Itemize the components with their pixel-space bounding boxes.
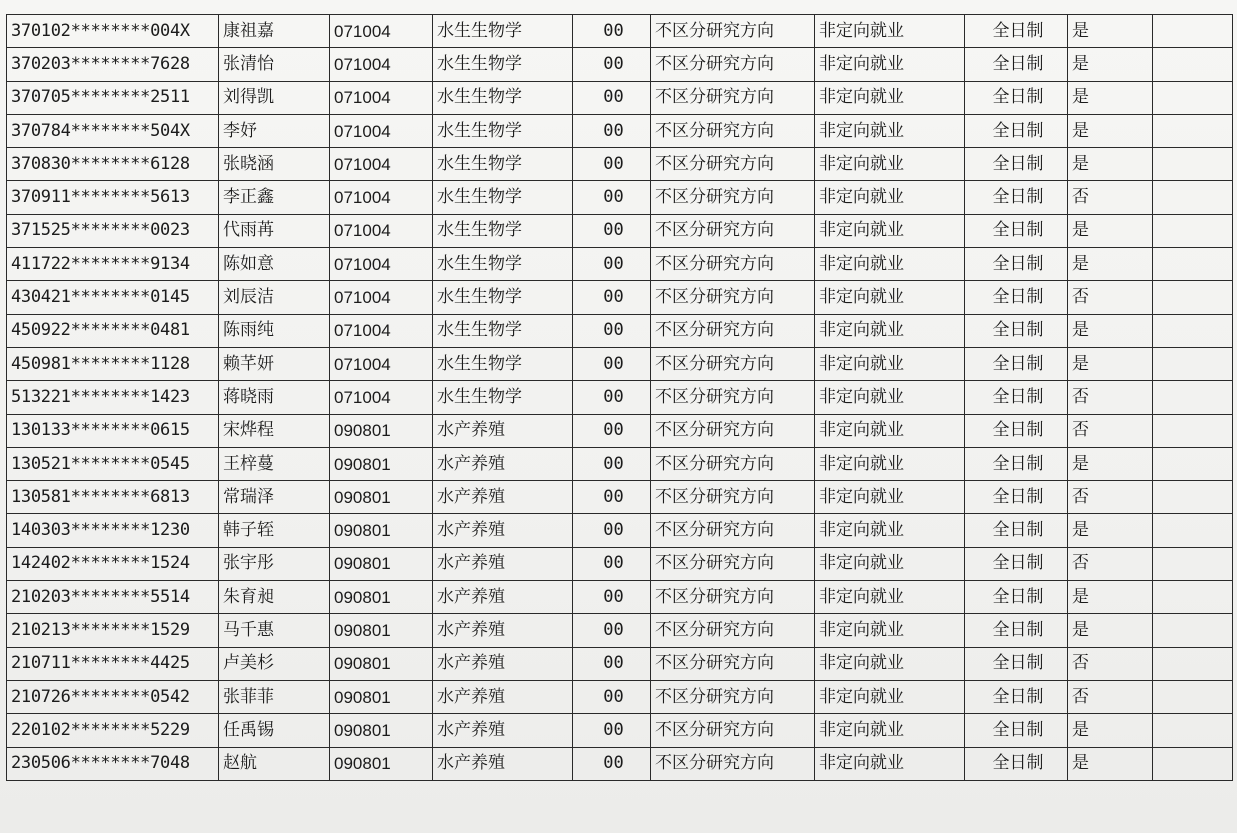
employment-type-cell: 非定向就业	[815, 148, 965, 181]
major-code-cell: 071004	[330, 148, 433, 181]
id-number-cell: 371525********0023	[7, 214, 219, 247]
major-code-cell: 090801	[330, 481, 433, 514]
major-name-cell: 水生生物学	[433, 214, 573, 247]
employment-type-cell: 非定向就业	[815, 81, 965, 114]
study-mode-cell: 全日制	[965, 481, 1068, 514]
employment-type-cell: 非定向就业	[815, 347, 965, 380]
major-name-cell: 水生生物学	[433, 48, 573, 81]
id-number-cell: 210726********0542	[7, 680, 219, 713]
employment-type-cell: 非定向就业	[815, 481, 965, 514]
major-code-cell: 090801	[330, 447, 433, 480]
major-name-cell: 水产养殖	[433, 481, 573, 514]
id-number-cell: 210711********4425	[7, 647, 219, 680]
id-number-cell: 513221********1423	[7, 381, 219, 414]
yes-no-cell: 是	[1068, 314, 1153, 347]
table-row	[7, 114, 1233, 147]
major-name-cell: 水产养殖	[433, 547, 573, 580]
direction-code-cell: 00	[573, 281, 651, 314]
employment-type-cell: 非定向就业	[815, 614, 965, 647]
name-cell: 赵航	[219, 747, 330, 780]
major-code-cell: 090801	[330, 714, 433, 747]
yes-no-cell: 否	[1068, 181, 1153, 214]
employment-type-cell: 非定向就业	[815, 414, 965, 447]
research-direction-cell: 不区分研究方向	[651, 547, 815, 580]
major-name-cell: 水产养殖	[433, 647, 573, 680]
yes-no-cell: 是	[1068, 15, 1153, 48]
yes-no-cell: 是	[1068, 581, 1153, 614]
study-mode-cell: 全日制	[965, 680, 1068, 713]
research-direction-cell: 不区分研究方向	[651, 747, 815, 780]
empty-cell	[1153, 181, 1233, 214]
name-cell: 代雨苒	[219, 214, 330, 247]
study-mode-cell: 全日制	[965, 714, 1068, 747]
id-number-cell: 230506********7048	[7, 747, 219, 780]
direction-code-cell: 00	[573, 15, 651, 48]
name-cell: 张菲菲	[219, 680, 330, 713]
study-mode-cell: 全日制	[965, 447, 1068, 480]
id-number-cell: 140303********1230	[7, 514, 219, 547]
study-mode-cell: 全日制	[965, 347, 1068, 380]
id-number-cell: 450922********0481	[7, 314, 219, 347]
yes-no-cell: 是	[1068, 248, 1153, 281]
yes-no-cell: 否	[1068, 281, 1153, 314]
table-row	[7, 48, 1233, 81]
name-cell: 刘得凯	[219, 81, 330, 114]
empty-cell	[1153, 314, 1233, 347]
research-direction-cell: 不区分研究方向	[651, 381, 815, 414]
id-number-cell: 130133********0615	[7, 414, 219, 447]
study-mode-cell: 全日制	[965, 148, 1068, 181]
employment-type-cell: 非定向就业	[815, 381, 965, 414]
employment-type-cell: 非定向就业	[815, 581, 965, 614]
direction-code-cell: 00	[573, 414, 651, 447]
empty-cell	[1153, 347, 1233, 380]
major-name-cell: 水产养殖	[433, 447, 573, 480]
major-code-cell: 071004	[330, 314, 433, 347]
research-direction-cell: 不区分研究方向	[651, 647, 815, 680]
direction-code-cell: 00	[573, 314, 651, 347]
name-cell: 马千惠	[219, 614, 330, 647]
yes-no-cell: 否	[1068, 414, 1153, 447]
employment-type-cell: 非定向就业	[815, 314, 965, 347]
study-mode-cell: 全日制	[965, 614, 1068, 647]
table-row	[7, 381, 1233, 414]
major-name-cell: 水产养殖	[433, 714, 573, 747]
yes-no-cell: 是	[1068, 447, 1153, 480]
research-direction-cell: 不区分研究方向	[651, 614, 815, 647]
yes-no-cell: 是	[1068, 114, 1153, 147]
empty-cell	[1153, 381, 1233, 414]
employment-type-cell: 非定向就业	[815, 15, 965, 48]
major-code-cell: 090801	[330, 680, 433, 713]
research-direction-cell: 不区分研究方向	[651, 347, 815, 380]
study-mode-cell: 全日制	[965, 747, 1068, 780]
table-row	[7, 15, 1233, 48]
name-cell: 张清怡	[219, 48, 330, 81]
table-body	[7, 15, 1233, 781]
name-cell: 张晓涵	[219, 148, 330, 181]
major-name-cell: 水产养殖	[433, 581, 573, 614]
study-mode-cell: 全日制	[965, 381, 1068, 414]
major-code-cell: 090801	[330, 514, 433, 547]
study-mode-cell: 全日制	[965, 114, 1068, 147]
major-code-cell: 090801	[330, 614, 433, 647]
direction-code-cell: 00	[573, 447, 651, 480]
yes-no-cell: 是	[1068, 514, 1153, 547]
major-name-cell: 水生生物学	[433, 15, 573, 48]
name-cell: 朱育昶	[219, 581, 330, 614]
research-direction-cell: 不区分研究方向	[651, 414, 815, 447]
research-direction-cell: 不区分研究方向	[651, 481, 815, 514]
yes-no-cell: 否	[1068, 547, 1153, 580]
table-row	[7, 214, 1233, 247]
id-number-cell: 370102********004X	[7, 15, 219, 48]
id-number-cell: 142402********1524	[7, 547, 219, 580]
major-code-cell: 071004	[330, 281, 433, 314]
name-cell: 卢美杉	[219, 647, 330, 680]
yes-no-cell: 是	[1068, 714, 1153, 747]
employment-type-cell: 非定向就业	[815, 281, 965, 314]
major-name-cell: 水生生物学	[433, 281, 573, 314]
study-mode-cell: 全日制	[965, 281, 1068, 314]
name-cell: 陈雨纯	[219, 314, 330, 347]
yes-no-cell: 是	[1068, 347, 1153, 380]
yes-no-cell: 是	[1068, 81, 1153, 114]
yes-no-cell: 否	[1068, 481, 1153, 514]
name-cell: 陈如意	[219, 248, 330, 281]
table-row	[7, 481, 1233, 514]
empty-cell	[1153, 481, 1233, 514]
name-cell: 蒋晓雨	[219, 381, 330, 414]
research-direction-cell: 不区分研究方向	[651, 314, 815, 347]
empty-cell	[1153, 447, 1233, 480]
major-code-cell: 071004	[330, 214, 433, 247]
research-direction-cell: 不区分研究方向	[651, 514, 815, 547]
name-cell: 刘辰洁	[219, 281, 330, 314]
table-row	[7, 714, 1233, 747]
id-number-cell: 130581********6813	[7, 481, 219, 514]
research-direction-cell: 不区分研究方向	[651, 680, 815, 713]
major-code-cell: 071004	[330, 248, 433, 281]
major-code-cell: 090801	[330, 581, 433, 614]
id-number-cell: 130521********0545	[7, 447, 219, 480]
id-number-cell: 370784********504X	[7, 114, 219, 147]
yes-no-cell: 是	[1068, 747, 1153, 780]
name-cell: 康祖嘉	[219, 15, 330, 48]
study-mode-cell: 全日制	[965, 414, 1068, 447]
id-number-cell: 370830********6128	[7, 148, 219, 181]
id-number-cell: 370203********7628	[7, 48, 219, 81]
yes-no-cell: 是	[1068, 614, 1153, 647]
direction-code-cell: 00	[573, 547, 651, 580]
study-mode-cell: 全日制	[965, 181, 1068, 214]
major-name-cell: 水生生物学	[433, 248, 573, 281]
research-direction-cell: 不区分研究方向	[651, 15, 815, 48]
table-row	[7, 181, 1233, 214]
major-code-cell: 071004	[330, 381, 433, 414]
name-cell: 任禹锡	[219, 714, 330, 747]
major-code-cell: 090801	[330, 547, 433, 580]
major-name-cell: 水生生物学	[433, 347, 573, 380]
direction-code-cell: 00	[573, 148, 651, 181]
employment-type-cell: 非定向就业	[815, 547, 965, 580]
study-mode-cell: 全日制	[965, 547, 1068, 580]
research-direction-cell: 不区分研究方向	[651, 248, 815, 281]
empty-cell	[1153, 614, 1233, 647]
direction-code-cell: 00	[573, 381, 651, 414]
employment-type-cell: 非定向就业	[815, 747, 965, 780]
direction-code-cell: 00	[573, 214, 651, 247]
empty-cell	[1153, 647, 1233, 680]
yes-no-cell: 是	[1068, 214, 1153, 247]
empty-cell	[1153, 114, 1233, 147]
id-number-cell: 370705********2511	[7, 81, 219, 114]
table-row	[7, 547, 1233, 580]
employment-type-cell: 非定向就业	[815, 248, 965, 281]
direction-code-cell: 00	[573, 48, 651, 81]
empty-cell	[1153, 248, 1233, 281]
direction-code-cell: 00	[573, 81, 651, 114]
name-cell: 赖芊妍	[219, 347, 330, 380]
research-direction-cell: 不区分研究方向	[651, 214, 815, 247]
name-cell: 王梓蔓	[219, 447, 330, 480]
yes-no-cell: 是	[1068, 48, 1153, 81]
table-row	[7, 614, 1233, 647]
empty-cell	[1153, 547, 1233, 580]
empty-cell	[1153, 680, 1233, 713]
major-code-cell: 071004	[330, 15, 433, 48]
employment-type-cell: 非定向就业	[815, 680, 965, 713]
employment-type-cell: 非定向就业	[815, 114, 965, 147]
research-direction-cell: 不区分研究方向	[651, 714, 815, 747]
empty-cell	[1153, 514, 1233, 547]
study-mode-cell: 全日制	[965, 581, 1068, 614]
admission-list-table	[6, 14, 1233, 781]
major-code-cell: 071004	[330, 81, 433, 114]
research-direction-cell: 不区分研究方向	[651, 581, 815, 614]
study-mode-cell: 全日制	[965, 81, 1068, 114]
table-row	[7, 447, 1233, 480]
research-direction-cell: 不区分研究方向	[651, 148, 815, 181]
research-direction-cell: 不区分研究方向	[651, 281, 815, 314]
major-name-cell: 水生生物学	[433, 314, 573, 347]
empty-cell	[1153, 747, 1233, 780]
research-direction-cell: 不区分研究方向	[651, 181, 815, 214]
direction-code-cell: 00	[573, 514, 651, 547]
research-direction-cell: 不区分研究方向	[651, 48, 815, 81]
direction-code-cell: 00	[573, 347, 651, 380]
major-name-cell: 水生生物学	[433, 181, 573, 214]
direction-code-cell: 00	[573, 181, 651, 214]
employment-type-cell: 非定向就业	[815, 181, 965, 214]
id-number-cell: 370911********5613	[7, 181, 219, 214]
major-name-cell: 水产养殖	[433, 747, 573, 780]
empty-cell	[1153, 714, 1233, 747]
empty-cell	[1153, 581, 1233, 614]
research-direction-cell: 不区分研究方向	[651, 114, 815, 147]
table-row	[7, 581, 1233, 614]
yes-no-cell: 否	[1068, 381, 1153, 414]
major-name-cell: 水产养殖	[433, 514, 573, 547]
empty-cell	[1153, 148, 1233, 181]
direction-code-cell: 00	[573, 114, 651, 147]
table-row	[7, 281, 1233, 314]
major-name-cell: 水生生物学	[433, 381, 573, 414]
employment-type-cell: 非定向就业	[815, 647, 965, 680]
table-row	[7, 747, 1233, 780]
major-name-cell: 水生生物学	[433, 148, 573, 181]
major-name-cell: 水产养殖	[433, 614, 573, 647]
table-row	[7, 248, 1233, 281]
research-direction-cell: 不区分研究方向	[651, 447, 815, 480]
major-name-cell: 水生生物学	[433, 81, 573, 114]
name-cell: 李妤	[219, 114, 330, 147]
name-cell: 韩子轾	[219, 514, 330, 547]
empty-cell	[1153, 214, 1233, 247]
direction-code-cell: 00	[573, 581, 651, 614]
table-row	[7, 514, 1233, 547]
yes-no-cell: 否	[1068, 680, 1153, 713]
table-row	[7, 148, 1233, 181]
direction-code-cell: 00	[573, 647, 651, 680]
name-cell: 李正鑫	[219, 181, 330, 214]
study-mode-cell: 全日制	[965, 647, 1068, 680]
name-cell: 常瑞泽	[219, 481, 330, 514]
employment-type-cell: 非定向就业	[815, 714, 965, 747]
major-code-cell: 090801	[330, 747, 433, 780]
direction-code-cell: 00	[573, 714, 651, 747]
employment-type-cell: 非定向就业	[815, 514, 965, 547]
table-row	[7, 680, 1233, 713]
employment-type-cell: 非定向就业	[815, 48, 965, 81]
table-row	[7, 647, 1233, 680]
id-number-cell: 220102********5229	[7, 714, 219, 747]
major-code-cell: 071004	[330, 347, 433, 380]
table-row	[7, 347, 1233, 380]
direction-code-cell: 00	[573, 614, 651, 647]
major-code-cell: 090801	[330, 647, 433, 680]
table-row	[7, 414, 1233, 447]
direction-code-cell: 00	[573, 747, 651, 780]
major-code-cell: 071004	[330, 181, 433, 214]
id-number-cell: 450981********1128	[7, 347, 219, 380]
id-number-cell: 210213********1529	[7, 614, 219, 647]
direction-code-cell: 00	[573, 481, 651, 514]
major-name-cell: 水产养殖	[433, 680, 573, 713]
yes-no-cell: 否	[1068, 647, 1153, 680]
empty-cell	[1153, 48, 1233, 81]
major-code-cell: 071004	[330, 48, 433, 81]
study-mode-cell: 全日制	[965, 514, 1068, 547]
major-code-cell: 090801	[330, 414, 433, 447]
empty-cell	[1153, 15, 1233, 48]
id-number-cell: 430421********0145	[7, 281, 219, 314]
id-number-cell: 210203********5514	[7, 581, 219, 614]
empty-cell	[1153, 414, 1233, 447]
name-cell: 张宇彤	[219, 547, 330, 580]
research-direction-cell: 不区分研究方向	[651, 81, 815, 114]
major-code-cell: 071004	[330, 114, 433, 147]
empty-cell	[1153, 281, 1233, 314]
study-mode-cell: 全日制	[965, 15, 1068, 48]
table-row	[7, 81, 1233, 114]
name-cell: 宋烨程	[219, 414, 330, 447]
table-row	[7, 314, 1233, 347]
study-mode-cell: 全日制	[965, 214, 1068, 247]
major-name-cell: 水产养殖	[433, 414, 573, 447]
id-number-cell: 411722********9134	[7, 248, 219, 281]
study-mode-cell: 全日制	[965, 314, 1068, 347]
direction-code-cell: 00	[573, 248, 651, 281]
yes-no-cell: 是	[1068, 148, 1153, 181]
direction-code-cell: 00	[573, 680, 651, 713]
study-mode-cell: 全日制	[965, 248, 1068, 281]
study-mode-cell: 全日制	[965, 48, 1068, 81]
major-name-cell: 水生生物学	[433, 114, 573, 147]
employment-type-cell: 非定向就业	[815, 447, 965, 480]
employment-type-cell: 非定向就业	[815, 214, 965, 247]
empty-cell	[1153, 81, 1233, 114]
